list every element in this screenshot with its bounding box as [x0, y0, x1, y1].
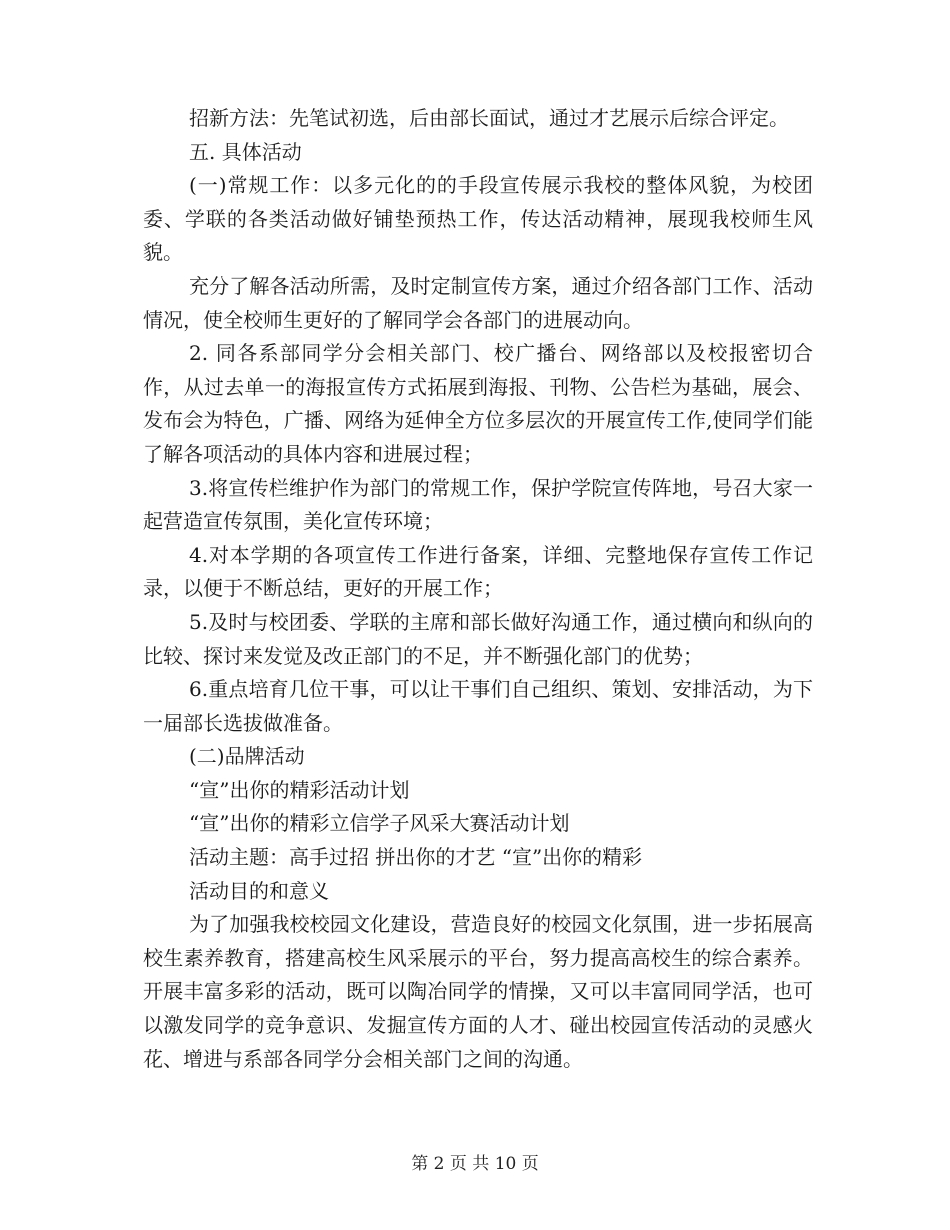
heading-brand-activities: (二)品牌活动: [189, 744, 305, 769]
paragraph-purpose: 为了加强我校校园文化建设，营造良好的校园文化氛围，进一步拓展高校生素养教育，搭建高校生风采展示的平台，努力提高高校生的综合素养。开展丰富多彩的活动，既可以陶冶同学的情操，又可以丰富同同学活，也可以激发同学的竞争意识、发掘宣传方面的人才、碰出校园宣传活动的灵感火花、增进与系部各同学分会相关部门之间的沟通。: [143, 912, 813, 1071]
paragraph-routine-work: (一)常规工作：以多元化的的手段宣传展示我校的整体风貌，为校团委、学联的各类活动做好铺垫预热工作，传达活动精神，展现我校师生风貌。: [143, 173, 813, 265]
heading-specific-activities: 五. 具体活动: [189, 139, 302, 164]
paragraph-item-5: 5.及时与校团委、学联的主席和部长做好沟通工作，通过横向和纵向的比较、探讨来发觉及改正部门的不足，并不断强化部门的优势；: [143, 609, 813, 668]
document-body: [143, 102, 813, 1076]
page-number-footer: 第 2 页 共 10 页: [411, 1154, 539, 1174]
paragraph-recruit-method: 招新方法：先笔试初选，后由部长面试，通过才艺展示后综合评定。: [189, 106, 789, 130]
paragraph-item-6: 6.重点培育几位干事，可以让干事们自己组织、策划、安排活动，为下一届部长选拔做准备。: [143, 677, 813, 735]
activity-theme: 活动主题：高手过招 拼出你的才艺 “宣”出你的精彩: [189, 845, 643, 870]
heading-purpose-significance: 活动目的和意义: [189, 878, 329, 903]
contest-plan-title: “宣”出你的精彩立信学子风采大赛活动计划: [189, 811, 570, 836]
paragraph-item-4: 4.对本学期的各项宣传工作进行备案，详细、完整地保存宣传工作记录，以便于不断总结，更好的开展工作；: [143, 542, 813, 601]
paragraph-item-3: 3.将宣传栏维护作为部门的常规工作，保护学院宣传阵地，号召大家一起营造宣传氛围，美化宣传环境；: [143, 475, 813, 534]
paragraph-understand-needs: 充分了解各活动所需，及时定制宣传方案，通过介绍各部门工作、活动情况，使全校师生更好的了解同学会各部门的进展动向。: [143, 273, 813, 332]
paragraph-item-2: 2. 同各系部同学分会相关部门、校广播台、网络部以及校报密切合作，从过去单一的海报宣传方式拓展到海报、刊物、公告栏为基础，展会、发布会为特色，广播、网络为延伸全方位多层次的开展宣传工作,使同学们能了解各项活动的具体内容和进展过程；: [143, 341, 813, 466]
activity-plan-title: “宣”出你的精彩活动计划: [189, 777, 410, 802]
